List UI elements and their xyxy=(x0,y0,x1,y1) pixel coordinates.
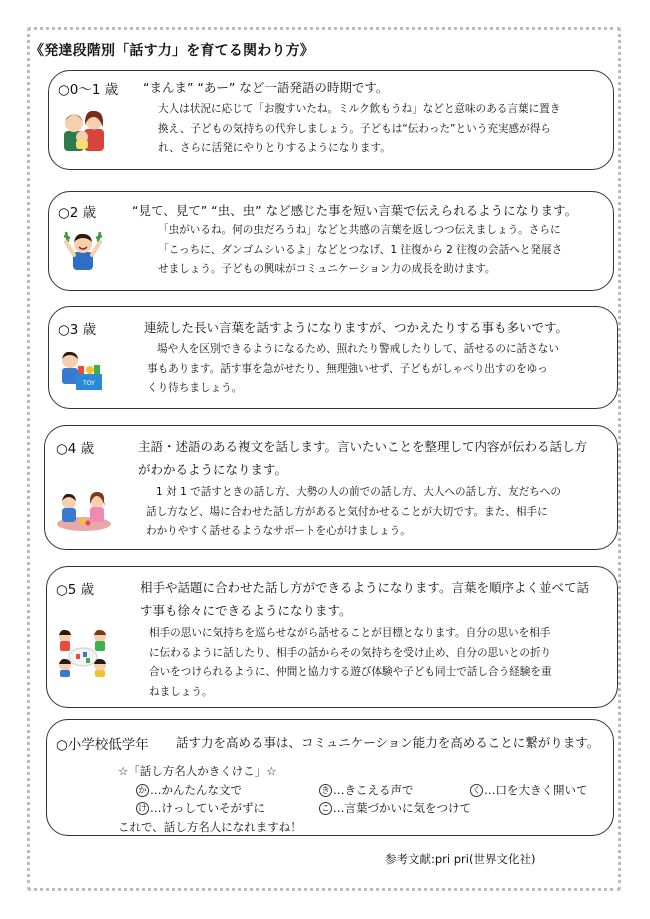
lead-text: 主語・述語のある複文を話します。言いたいことを整理して内容が伝わる話し方 がわかるようになります。 xyxy=(138,439,588,477)
lead-text: “見て、見て” “虫、虫” など感じた事を短い言葉で伝えられるようになります。 xyxy=(132,203,578,218)
body-text: 「虫がいるね。何の虫だろうね」などと共感の言葉を返しつつ伝えましょう。さらに 「こっちに、ダンゴムシいるよ」などとつなげ、1 往復から 2 往復の会話へと発展さ せましょう。子どもの興味がコミュニケーション力の成長を助けます。 xyxy=(158,224,563,275)
song-title: ☆「話し方名人かきくけこ」☆ xyxy=(118,764,277,778)
lead-text: 相手や話題に合わせた話し方ができるようになります。言葉を順序よく並べて話 す事も徐々にできるようになります。 xyxy=(140,580,590,618)
parent-and-baby-icon xyxy=(58,107,110,155)
closing-text: これで、話し方名人になれますね！ xyxy=(118,820,302,834)
age-label: ○5 歳 xyxy=(56,582,95,598)
age-label: ○小学校低学年 xyxy=(56,737,149,753)
children-playing-cards-icon xyxy=(56,627,110,677)
age-label: ○4 歳 xyxy=(56,441,95,457)
body-text: 相手の思いに気持ちを巡らせながら話せることが目標となります。自分の思いを相手 に伝わるように話したり、相手の話からその気持ちを受け止め、自分の思いとの折り 合いをつけられるように、仲間と協力する遊び体験や子ども同士で話し合う経験を重 ねましょう。 xyxy=(149,627,552,698)
song-line-ka: か …かんたんな文で xyxy=(136,782,242,798)
song-line-ke: け …けっしていそがずに xyxy=(136,800,265,816)
kana-ka-icon: か xyxy=(136,784,149,797)
body-text: 1 対 1 で話すときの話し方、大勢の人の前での話し方、大人への話し方、友だちへの 話し方など、場に合わせた話し方があると気付かせることが大切です。また、相手に わかりやすく話せるようなサポートを心がけましょう。 xyxy=(146,486,561,537)
reference-text: 参考文献:pri pri(世界文化社) xyxy=(385,852,536,866)
kana-ku-icon: く xyxy=(470,784,483,797)
child-with-toy-box-icon xyxy=(58,350,106,394)
body-text: 大人は状況に応じて「お腹すいたね。ミルク飲もうね」などと意味のある言葉に置き 換え、子どもの気持ちの代弁しましょう。子どもは“伝わった”という充実感が得ら れ、さらに活発にやりとりするようになります。 xyxy=(158,103,561,154)
song-line-ki: き …きこえる声で xyxy=(319,782,414,798)
child-holding-plants-icon xyxy=(60,228,106,274)
kana-ko-icon: こ xyxy=(319,802,332,815)
lead-text: “まんま” “あー” など一語発語の時期です。 xyxy=(143,80,389,95)
song-line-ko: こ …言葉づかいに気をつけて xyxy=(319,800,471,816)
children-playing-house-icon xyxy=(55,488,113,532)
age-label: ○2 歳 xyxy=(58,205,97,221)
body-text: 場や人を区別できるようになるため、照れたり警戒したりして、話せるのに話さない 事もあります。話す事を急がせたり、無理強いせず、子どもがしゃべり出すのをゆっ くり待ちましょう。 xyxy=(147,343,559,394)
page-title: 《発達段階別「話す力」を育てる関わり方》 xyxy=(30,43,314,59)
song-line-ku: く …口を大きく開いて xyxy=(470,782,588,798)
toy-box-label: TOY xyxy=(83,380,95,387)
lead-text: 連続した長い言葉を話すようになりますが、つかえたりする事も多いです。 xyxy=(144,320,569,335)
kana-ke-icon: け xyxy=(136,802,149,815)
lead-text: 話す力を高める事は、コミュニケーション能力を高めることに繋がります。 xyxy=(176,735,600,750)
age-label: ○3 歳 xyxy=(58,322,97,338)
kana-ki-icon: き xyxy=(319,784,332,797)
age-label: ○0～1 歳 xyxy=(58,82,119,98)
